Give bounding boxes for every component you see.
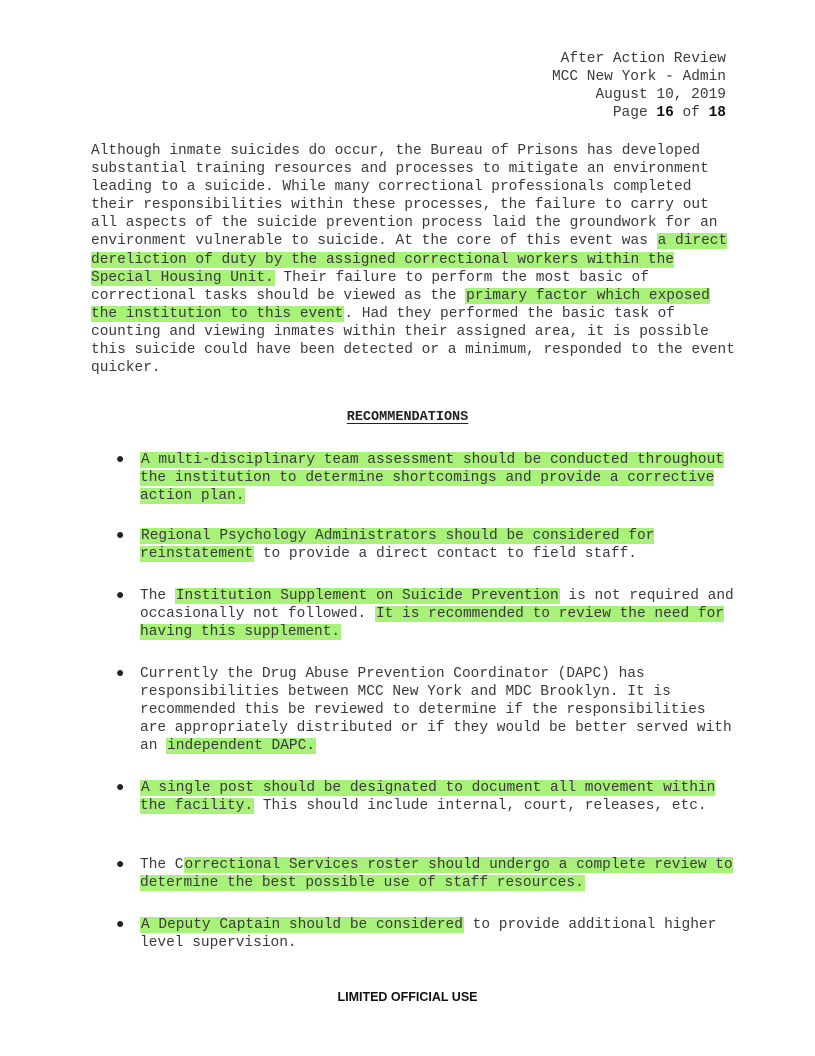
recommendation-item: ● Currently the Drug Abuse Prevention Coordinator (DAPC) has responsibilities between MCC New York and MDC Brooklyn. It is recommended this be reviewed to determine if the responsibilities are appropriately distributed or if they would be better served with an independent DAPC. <box>116 666 732 755</box>
header-subtitle: MCC New York - Admin <box>551 69 726 85</box>
bullet-icon: ● <box>116 666 125 682</box>
bullet-icon: ● <box>116 452 125 468</box>
page-total: 18 <box>708 105 726 121</box>
highlight: It is recommended to review the need for having this supplement. <box>140 606 725 641</box>
header-title: After Action Review <box>560 51 726 67</box>
highlight: a direct dereliction of duty by the assigned correctional workers within the Special Housing Unit. <box>91 233 728 286</box>
highlight: Institution Supplement on Suicide Prevention <box>175 588 559 604</box>
header-date: August 10, 2019 <box>595 87 726 103</box>
highlight: primary factor which exposed the institution to this event <box>91 287 710 322</box>
bullet-icon: ● <box>116 857 125 873</box>
highlight: independent DAPC. <box>167 738 316 755</box>
highlight: A single post should be designated to document all movement within the facility. <box>140 780 716 815</box>
recommendation-item: ● A Deputy Captain should be considered to provide additional higher level supervision. <box>116 917 717 952</box>
summary-paragraph: Although inmate suicides do occur, the Bureau of Prisons has developed substantial training resources and processes to mitigate an environment leading to a suicide. While many correctional professionals completed their responsibilities within these processes, the failure to carry out all aspects of the suicide prevention process laid the groundwork for an environment vulnerable to suicide. At the core of this event was a direct dereliction of duty by the assigned correctional workers within the Special Housing Unit. Their failure to perform the most basic of correctional tasks should be viewed as the primary factor which exposed the institution to this event. Had they performed the basic task of counting and viewing inmates within their assigned area, it is possible this suicide could have been detected or a minimum, responded to the event quicker. <box>91 143 735 377</box>
highlight: Regional Psychology Administrators should be considered for reinstatement <box>140 528 655 563</box>
footer-marking: LIMITED OFFICIAL USE <box>337 990 478 1004</box>
bullet-icon: ● <box>116 917 125 933</box>
recommendation-item: ● A single post should be designated to document all movement within the facility. This should include internal, court, releases, etc. <box>116 780 716 815</box>
document-header <box>552 50 726 122</box>
bullet-icon: ● <box>116 588 125 604</box>
recommendation-item: ● Regional Psychology Administrators should be considered for reinstatement to provide a direct contact to field staff. <box>116 528 655 563</box>
page-current: 16 <box>656 105 674 121</box>
recommendation-item: ● The Institution Supplement on Suicide Prevention is not required and occasionally not followed. It is recommended to review the need for having this supplement. <box>116 588 734 641</box>
bullet-icon: ● <box>116 780 125 796</box>
recommendation-item: ● The Correctional Services roster should undergo a complete review to determine the best possible use of staff resources. <box>116 857 733 892</box>
highlight: A multi-disciplinary team assessment should be conducted throughout the institution to determine shortcomings and provide a corrective action plan. <box>140 452 724 505</box>
section-heading: RECOMMENDATIONS <box>346 410 469 425</box>
page-number: Page 16 of 18 <box>612 105 726 121</box>
highlight: A Deputy Captain should be considered <box>141 917 463 933</box>
recommendation-item <box>116 451 740 505</box>
bullet-icon: ● <box>116 528 125 544</box>
highlight: orrectional Services roster should undergo a complete review to determine the best possible use of staff resources. <box>140 857 733 892</box>
